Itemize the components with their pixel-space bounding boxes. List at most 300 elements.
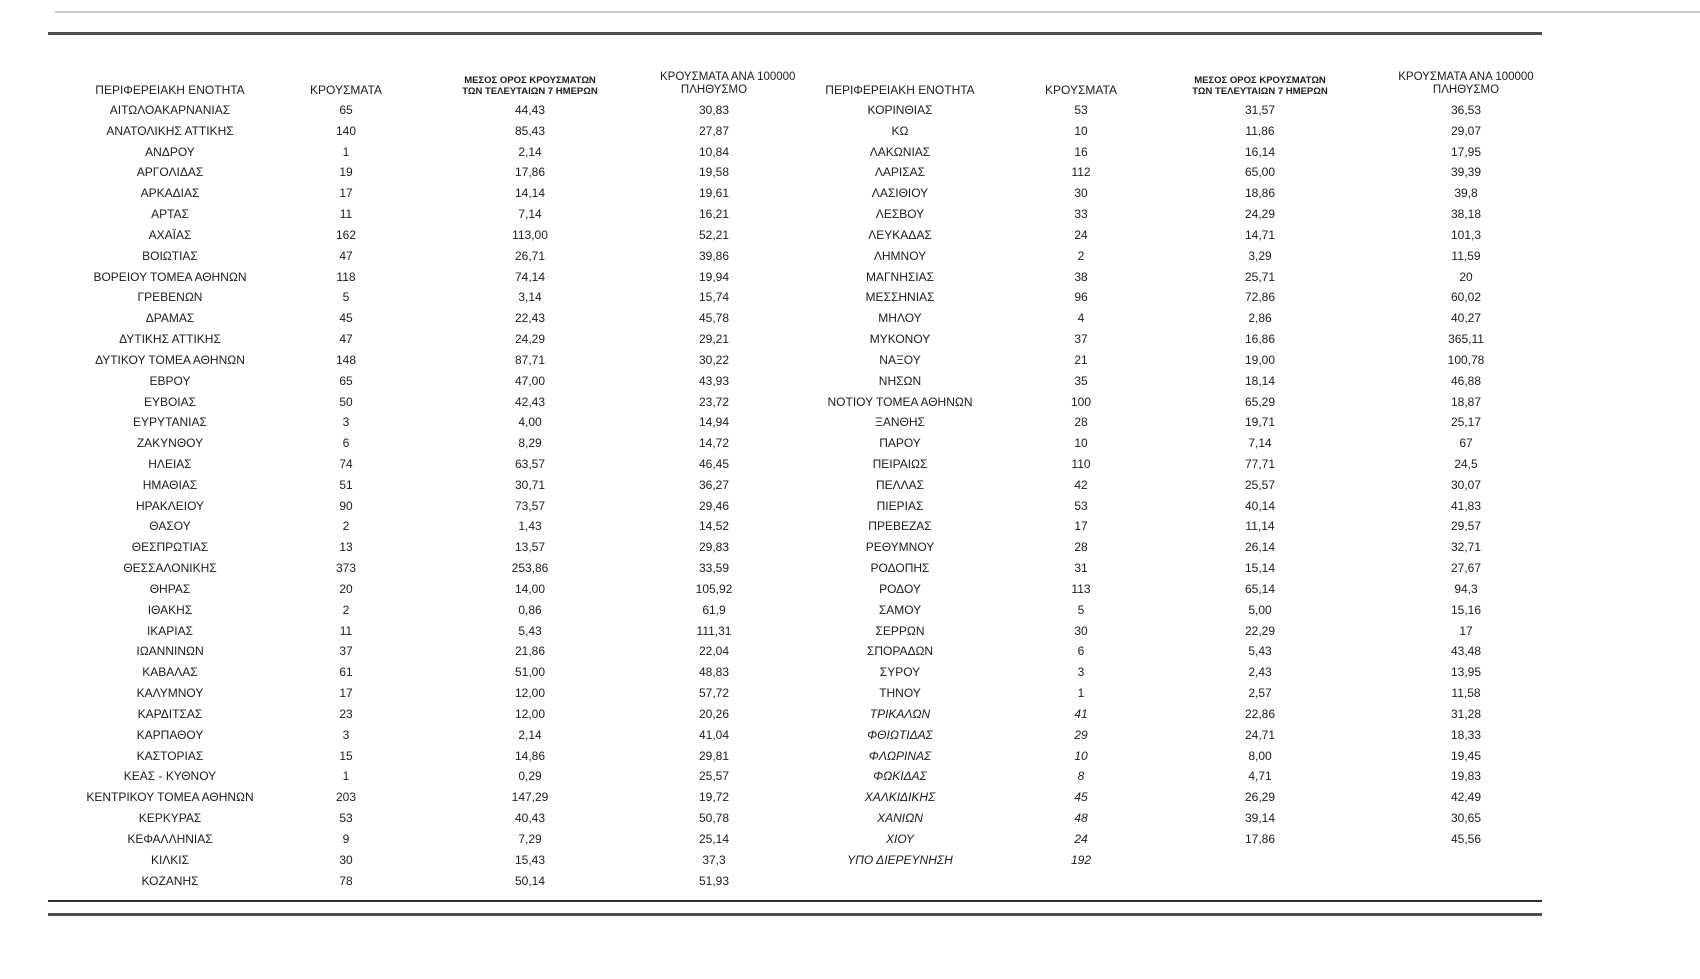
cases-cell: 17 [1074, 519, 1088, 534]
cases-cell: 5 [342, 290, 350, 305]
table-row [48, 267, 768, 288]
per100k-cell: 43,48 [1450, 644, 1482, 659]
per100k-cell: 37,3 [702, 852, 726, 867]
cases-cell: 33 [1074, 207, 1088, 222]
per100k-cell: 18,33 [1450, 727, 1482, 742]
per100k-cell: 15,16 [1450, 602, 1482, 617]
table-row [48, 350, 768, 371]
avg7-cell: 14,71 [1244, 227, 1276, 242]
region-cell: ΣΑΜΟΥ [878, 602, 922, 617]
cases-cell: 10 [1074, 436, 1088, 451]
table-row [768, 787, 1542, 808]
cases-cell: 48 [1074, 811, 1088, 826]
avg7-cell: 2,86 [1248, 311, 1272, 326]
table-row [768, 392, 1542, 413]
per100k-cell: 94,3 [1454, 581, 1478, 596]
table-row [768, 100, 1542, 121]
region-cell: ΥΠΟ ΔΙΕΡΕΥΝΗΣΗ [847, 852, 953, 867]
per100k-cell: 39,8 [1454, 186, 1478, 201]
cases-cell: 162 [335, 227, 357, 242]
region-cell: ΤΗΝΟΥ [879, 686, 921, 701]
region-cell: ΧΙΟΥ [885, 831, 915, 846]
cases-cell: 35 [1074, 373, 1088, 388]
region-cell: ΘΑΣΟΥ [149, 519, 191, 534]
avg7-cell: 77,71 [1244, 456, 1276, 471]
cases-cell: 4 [1077, 311, 1085, 326]
avg7-cell: 24,71 [1244, 727, 1276, 742]
avg7-cell: 17,86 [514, 165, 546, 180]
per100k-cell: 29,46 [698, 498, 730, 513]
table-row [48, 496, 768, 517]
per100k-cell: 17 [1459, 623, 1473, 638]
region-cell: ΠΕΙΡΑΙΩΣ [872, 456, 928, 471]
region-cell: ΔΡΑΜΑΣ [145, 311, 195, 326]
avg7-cell: 44,43 [514, 102, 546, 117]
cases-cell: 112 [1071, 165, 1091, 180]
top-heavy-rule [48, 32, 1542, 35]
region-cell: ΤΡΙΚΑΛΩΝ [869, 706, 931, 721]
per100k-cell: 30,07 [1450, 477, 1482, 492]
per100k-cell: 50,78 [698, 811, 730, 826]
header-per100k-left [660, 71, 796, 97]
per100k-cell: 14,94 [698, 415, 730, 430]
avg7-cell: 73,57 [514, 498, 546, 513]
region-cell: ΝΗΣΩΝ [878, 373, 922, 388]
per100k-cell: 57,72 [698, 686, 730, 701]
avg7-cell: 16,14 [1244, 144, 1276, 159]
cases-cell: 6 [1077, 644, 1085, 659]
table-row [768, 808, 1542, 829]
header-avg7-right [1130, 75, 1390, 97]
header-avg7-right-line2: ΤΩΝ ΤΕΛΕΥΤΑΙΩΝ 7 ΗΜΕΡΩΝ [1192, 86, 1328, 97]
region-cell: ΜΑΓΝΗΣΙΑΣ [865, 269, 935, 284]
header-cases-right: ΚΡΟΥΣΜΑΤΑ [1045, 83, 1117, 97]
avg7-cell: 21,86 [514, 644, 546, 659]
avg7-cell: 15,43 [514, 852, 546, 867]
avg7-cell: 4,00 [518, 415, 542, 430]
cases-cell: 192 [1070, 852, 1092, 867]
cases-cell: 5 [1077, 602, 1085, 617]
region-cell: ΚΑΣΤΟΡΙΑΣ [136, 748, 204, 763]
region-cell: ΔΥΤΙΚΟΥ ΤΟΜΕΑ ΑΘΗΝΩΝ [95, 352, 245, 367]
per100k-cell: 29,21 [698, 332, 730, 347]
cases-cell: 9 [342, 831, 350, 846]
table-header-row [48, 50, 1542, 100]
per100k-cell: 42,49 [1450, 790, 1482, 805]
table-row [768, 287, 1542, 308]
avg7-cell: 65,00 [1244, 165, 1276, 180]
table-row [48, 183, 768, 204]
region-cell: ΑΡΓΟΛΙΔΑΣ [136, 165, 204, 180]
table-row [48, 162, 768, 183]
cases-cell: 47 [339, 332, 353, 347]
cases-cell: 17 [339, 186, 353, 201]
table-row [48, 246, 768, 267]
avg7-cell: 5,00 [1248, 602, 1272, 617]
region-cell: ΦΩΚΙΔΑΣ [873, 769, 927, 784]
cases-cell: 45 [339, 311, 353, 326]
region-cell: ΚΟΡΙΝΘΙΑΣ [867, 102, 933, 117]
avg7-cell: 22,43 [514, 311, 546, 326]
per100k-cell: 29,83 [698, 540, 730, 555]
cases-cell: 20 [339, 581, 353, 596]
region-cell: ΚΕΡΚΥΡΑΣ [138, 811, 202, 826]
table-row [48, 287, 768, 308]
per100k-cell: 51,93 [698, 873, 730, 888]
per100k-cell: 60,02 [1450, 290, 1482, 305]
top-light-rule [55, 11, 1700, 13]
avg7-cell: 253,86 [511, 561, 549, 576]
cases-cell: 100 [1070, 394, 1092, 409]
region-cell: ΑΧΑΪΑΣ [148, 227, 192, 242]
cases-cell: 28 [1074, 540, 1088, 555]
cases-cell: 203 [335, 790, 357, 805]
region-cell: ΡΟΔΟΠΗΣ [870, 561, 930, 576]
table-row [768, 225, 1542, 246]
table-row [48, 433, 768, 454]
region-cell: ΚΩ [891, 123, 909, 138]
table-row [48, 767, 768, 788]
cases-cell: 50 [339, 394, 353, 409]
region-cell: ΛΕΥΚΑΔΑΣ [868, 227, 932, 242]
per100k-cell: 39,86 [698, 248, 730, 263]
region-cell: ΛΑΡΙΣΑΣ [874, 165, 926, 180]
cases-cell: 113 [1071, 581, 1091, 596]
per100k-cell: 22,04 [698, 644, 730, 659]
per100k-cell: 15,74 [698, 290, 730, 305]
table-row [768, 308, 1542, 329]
avg7-cell: 12,00 [514, 686, 546, 701]
cases-cell: 17 [339, 686, 353, 701]
region-cell: ΙΚΑΡΙΑΣ [146, 623, 194, 638]
table-row [48, 850, 768, 871]
per100k-cell: 46,88 [1450, 373, 1482, 388]
per100k-cell: 45,78 [698, 311, 730, 326]
per100k-cell: 19,45 [1450, 748, 1482, 763]
per100k-cell: 27,87 [698, 123, 730, 138]
region-cell: ΜΥΚΟΝΟΥ [869, 332, 931, 347]
cases-cell: 65 [339, 373, 353, 388]
region-cell: ΘΕΣΠΡΩΤΙΑΣ [131, 540, 209, 555]
per100k-cell: 41,04 [698, 727, 730, 742]
avg7-cell: 7,29 [518, 831, 542, 846]
region-cell: ΛΕΣΒΟΥ [875, 207, 925, 222]
avg7-cell: 14,14 [514, 186, 546, 201]
table-row [768, 558, 1542, 579]
per100k-cell: 11,59 [1451, 248, 1481, 263]
table-row [48, 558, 768, 579]
region-cell: ΗΜΑΘΙΑΣ [142, 477, 198, 492]
table-bodies [48, 100, 1542, 891]
region-cell: ΜΗΛΟΥ [878, 311, 922, 326]
table-row [768, 162, 1542, 183]
region-cell: ΚΕΑΣ - ΚΥΘΝΟΥ [123, 769, 217, 784]
avg7-cell: 16,86 [1244, 332, 1276, 347]
per100k-cell: 16,21 [698, 207, 730, 222]
table-row [48, 621, 768, 642]
table-row [768, 433, 1542, 454]
header-cases-left: ΚΡΟΥΣΜΑΤΑ [310, 83, 382, 97]
cases-cell: 8 [1077, 769, 1085, 784]
cases-cell: 74 [339, 456, 353, 471]
table-row [48, 517, 768, 538]
table-row [48, 725, 768, 746]
per100k-cell: 52,21 [698, 227, 730, 242]
table-row [48, 808, 768, 829]
cases-cell: 24 [1074, 227, 1088, 242]
avg7-cell: 3,29 [1248, 248, 1272, 263]
avg7-cell: 51,00 [514, 665, 546, 680]
cases-cell: 3 [342, 727, 350, 742]
avg7-cell: 65,29 [1244, 394, 1276, 409]
avg7-cell: 8,00 [1248, 748, 1272, 763]
cases-cell: 110 [1071, 456, 1091, 471]
per100k-cell: 111,31 [696, 623, 732, 638]
per100k-cell: 101,3 [1450, 227, 1482, 242]
table-row [48, 746, 768, 767]
avg7-cell: 31,57 [1244, 102, 1276, 117]
table-row [48, 787, 768, 808]
table-row [768, 329, 1542, 350]
region-cell: ΘΗΡΑΣ [149, 581, 191, 596]
cases-cell: 16 [1074, 144, 1088, 159]
region-cell: ΧΑΝΙΩΝ [877, 811, 923, 826]
per100k-cell: 36,27 [698, 477, 730, 492]
bottom-thin-rule [48, 900, 1542, 902]
region-cell: ΔΥΤΙΚΗΣ ΑΤΤΙΚΗΣ [119, 332, 221, 347]
avg7-cell: 30,71 [514, 477, 546, 492]
table-row [768, 621, 1542, 642]
cases-cell: 15 [339, 748, 353, 763]
per100k-cell: 27,67 [1450, 561, 1482, 576]
per100k-cell: 38,18 [1450, 207, 1482, 222]
cases-cell: 148 [335, 352, 357, 367]
region-cell: ΛΗΜΝΟΥ [873, 248, 927, 263]
table-row [48, 392, 768, 413]
cases-cell: 10 [1074, 748, 1088, 763]
cases-cell: 41 [1074, 706, 1088, 721]
avg7-cell: 113,00 [512, 227, 548, 242]
per100k-cell: 25,17 [1450, 415, 1482, 430]
region-cell: ΡΕΘΥΜΝΟΥ [865, 540, 935, 555]
region-cell: ΛΑΣΙΘΙΟΥ [871, 186, 929, 201]
cases-cell: 1 [342, 144, 350, 159]
region-cell: ΙΩΑΝΝΙΝΩΝ [136, 644, 204, 659]
per100k-cell: 105,92 [695, 581, 733, 596]
bottom-heavy-rule [48, 913, 1542, 916]
cases-cell: 31 [1074, 561, 1088, 576]
cases-cell: 45 [1074, 790, 1088, 805]
table-row [768, 517, 1542, 538]
per100k-cell: 19,72 [698, 790, 730, 805]
avg7-cell: 47,00 [514, 373, 546, 388]
cases-cell: 30 [1074, 186, 1088, 201]
table-row [48, 683, 768, 704]
per100k-cell: 19,83 [1450, 769, 1482, 784]
table-row [768, 183, 1542, 204]
table-row [768, 829, 1542, 850]
region-cell: ΣΕΡΡΩΝ [875, 623, 925, 638]
region-cell: ΞΑΝΘΗΣ [875, 415, 925, 430]
per100k-cell: 19,58 [698, 165, 730, 180]
cases-cell: 53 [339, 811, 353, 826]
table-row [48, 225, 768, 246]
table-row [768, 725, 1542, 746]
region-cell: ΝΟΤΙΟΥ ΤΟΜΕΑ ΑΘΗΝΩΝ [827, 394, 973, 409]
cases-cell: 53 [1074, 498, 1088, 513]
region-cell: ΜΕΣΣΗΝΙΑΣ [865, 290, 935, 305]
avg7-cell: 85,43 [514, 123, 546, 138]
table-row [48, 871, 768, 892]
region-cell: ΓΡΕΒΕΝΩΝ [137, 290, 203, 305]
per100k-cell: 25,57 [698, 769, 730, 784]
region-cell: ΗΡΑΚΛΕΙΟΥ [135, 498, 205, 513]
cases-cell: 47 [339, 248, 353, 263]
cases-cell: 1 [342, 769, 350, 784]
cases-cell: 1 [1077, 686, 1085, 701]
cases-cell: 61 [339, 665, 353, 680]
table-row [768, 767, 1542, 788]
region-cell: ΚΙΛΚΙΣ [150, 852, 190, 867]
per100k-cell: 41,83 [1450, 498, 1482, 513]
cases-cell: 28 [1074, 415, 1088, 430]
avg7-cell: 63,57 [514, 456, 546, 471]
avg7-cell: 11,14 [1245, 519, 1275, 534]
table-row [48, 662, 768, 683]
header-avg7-right-line1: ΜΕΣΟΣ ΟΡΟΣ ΚΡΟΥΣΜΑΤΩΝ [1194, 75, 1326, 86]
per100k-cell: 30,22 [698, 352, 730, 367]
region-cell: ΦΛΩΡΙΝΑΣ [868, 748, 932, 763]
per100k-cell: 33,59 [698, 561, 730, 576]
avg7-cell: 22,86 [1244, 706, 1276, 721]
region-cell: ΑΡΤΑΣ [151, 207, 189, 222]
avg7-cell: 22,29 [1244, 623, 1276, 638]
table-row [768, 579, 1542, 600]
avg7-cell: 2,14 [518, 727, 542, 742]
per100k-cell: 46,45 [698, 456, 730, 471]
cases-cell: 24 [1074, 831, 1088, 846]
table-row [768, 704, 1542, 725]
region-cell: ΒΟΡΕΙΟΥ ΤΟΜΕΑ ΑΘΗΝΩΝ [93, 269, 247, 284]
cases-cell: 118 [336, 269, 356, 284]
cases-cell: 78 [339, 873, 353, 888]
cases-cell: 65 [339, 102, 353, 117]
avg7-cell: 50,14 [514, 873, 546, 888]
per100k-cell: 11,58 [1451, 686, 1481, 701]
table-row [48, 142, 768, 163]
header-per100k-right [1390, 71, 1542, 97]
table-row [768, 642, 1542, 663]
table-row [768, 850, 1542, 871]
header-avg7-left-line2: ΤΩΝ ΤΕΛΕΥΤΑΙΩΝ 7 ΗΜΕΡΩΝ [462, 86, 598, 97]
table-row [48, 371, 768, 392]
per100k-cell: 17,95 [1450, 144, 1482, 159]
table-row [768, 454, 1542, 475]
region-cell: ΖΑΚΥΝΘΟΥ [136, 436, 204, 451]
cases-cell: 21 [1074, 352, 1088, 367]
region-cell: ΣΥΡΟΥ [879, 665, 921, 680]
avg7-cell: 2,57 [1248, 686, 1272, 701]
cases-cell: 51 [339, 477, 353, 492]
cases-cell: 38 [1074, 269, 1088, 284]
avg7-cell: 2,43 [1248, 665, 1272, 680]
per100k-cell: 48,83 [698, 665, 730, 680]
avg7-cell: 24,29 [1244, 207, 1276, 222]
avg7-cell: 65,14 [1244, 581, 1276, 596]
region-cell: ΕΥΒΟΙΑΣ [143, 394, 197, 409]
header-region-right: ΠΕΡΙΦΕΡΕΙΑΚΗ ΕΝΟΤΗΤΑ [825, 83, 975, 97]
table-row [48, 537, 768, 558]
avg7-cell: 147,29 [511, 790, 549, 805]
table-row [48, 308, 768, 329]
cases-cell: 11 [339, 623, 353, 638]
table-row [768, 350, 1542, 371]
table-row [768, 371, 1542, 392]
table-row [48, 204, 768, 225]
per100k-cell: 20 [1459, 269, 1473, 284]
cases-table [48, 50, 1542, 891]
per100k-cell: 14,72 [698, 436, 730, 451]
avg7-cell: 87,71 [514, 352, 546, 367]
region-cell: ΠΕΛΛΑΣ [875, 477, 925, 492]
avg7-cell: 1,43 [518, 519, 542, 534]
avg7-cell: 13,57 [514, 540, 546, 555]
region-cell: ΚΑΛΥΜΝΟΥ [136, 686, 204, 701]
region-cell: ΙΘΑΚΗΣ [147, 602, 193, 617]
per100k-cell: 13,95 [1450, 665, 1482, 680]
avg7-cell: 25,57 [1244, 477, 1276, 492]
avg7-cell: 4,71 [1248, 769, 1272, 784]
region-cell: ΛΑΚΩΝΙΑΣ [869, 144, 931, 159]
region-cell: ΣΠΟΡΑΔΩΝ [866, 644, 934, 659]
region-cell: ΚΑΡΔΙΤΣΑΣ [137, 706, 203, 721]
per100k-cell: 10,84 [698, 144, 730, 159]
table-row [768, 662, 1542, 683]
header-per100k-left-line1: ΚΡΟΥΣΜΑΤΑ ΑΝΑ 100000 [660, 71, 796, 83]
table-row [48, 329, 768, 350]
cases-cell: 53 [1074, 102, 1088, 117]
avg7-cell: 12,00 [514, 706, 546, 721]
per100k-cell: 67 [1459, 436, 1473, 451]
per100k-cell: 31,28 [1450, 706, 1482, 721]
per100k-cell: 45,56 [1450, 831, 1482, 846]
region-cell: ΚΑΒΑΛΑΣ [142, 665, 198, 680]
right-table-body [768, 100, 1542, 891]
cases-cell: 13 [339, 540, 353, 555]
table-row [768, 475, 1542, 496]
cases-cell: 37 [1074, 332, 1088, 347]
header-avg7-left-line1: ΜΕΣΟΣ ΟΡΟΣ ΚΡΟΥΣΜΑΤΩΝ [464, 75, 596, 86]
region-cell: ΠΡΕΒΕΖΑΣ [868, 519, 932, 534]
table-row [768, 412, 1542, 433]
per100k-cell: 24,5 [1454, 456, 1478, 471]
region-cell: ΠΑΡΟΥ [879, 436, 921, 451]
avg7-cell: 39,14 [1244, 811, 1276, 826]
per100k-cell: 100,78 [1447, 352, 1485, 367]
avg7-cell: 25,71 [1244, 269, 1276, 284]
cases-cell: 3 [342, 415, 350, 430]
region-cell: ΑΝΑΤΟΛΙΚΗΣ ΑΤΤΙΚΗΣ [106, 123, 234, 138]
per100k-cell: 29,81 [698, 748, 730, 763]
table-row [48, 100, 768, 121]
table-row [48, 475, 768, 496]
cases-cell: 11 [339, 207, 353, 222]
region-cell: ΑΙΤΩΛΟΑΚΑΡΝΑΝΙΑΣ [109, 102, 231, 117]
cases-cell: 6 [342, 436, 350, 451]
table-row [48, 454, 768, 475]
cases-cell: 373 [335, 561, 357, 576]
table-row [48, 642, 768, 663]
